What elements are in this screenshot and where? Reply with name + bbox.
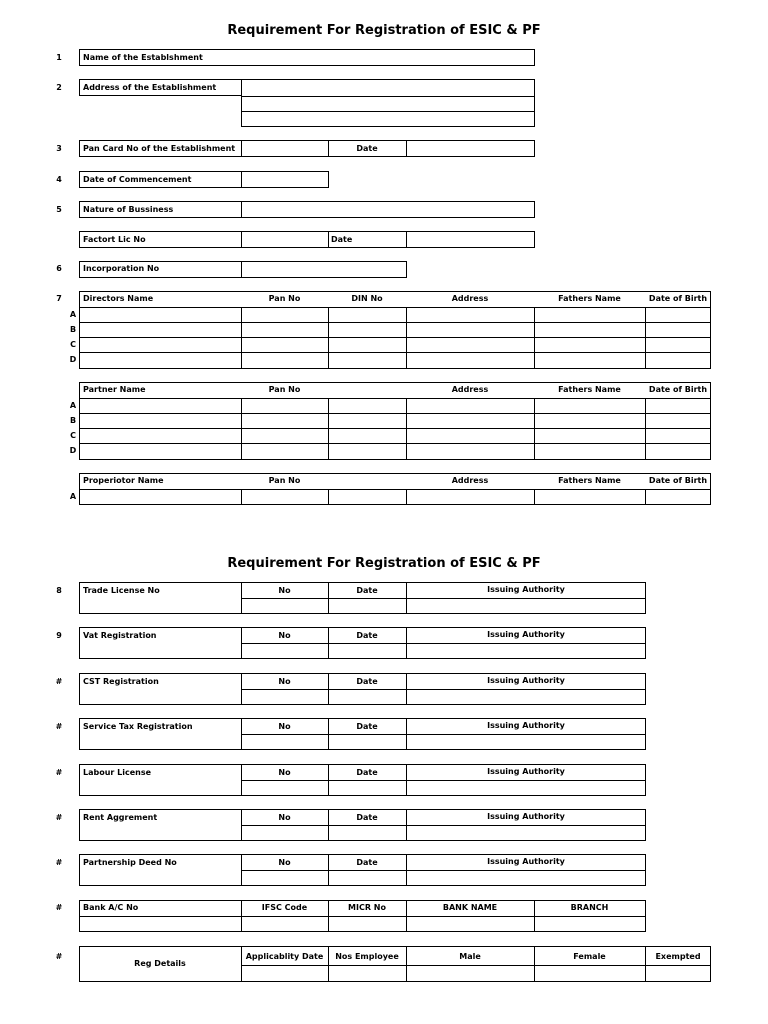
date-header: Date xyxy=(356,586,378,595)
registration-label: Service Tax Registration xyxy=(83,722,193,731)
directors-header: Address xyxy=(451,294,489,303)
row-number: # xyxy=(55,722,63,731)
proprietor-header: Pan No xyxy=(268,476,301,485)
bank-header: BANK NAME xyxy=(442,903,498,912)
registration-label: Trade License No xyxy=(83,586,160,595)
row-number: # xyxy=(55,768,63,777)
issuing-authority-header: Issuing Authority xyxy=(487,721,565,730)
row-number: 1 xyxy=(56,53,62,62)
regdetails-header: Applicablity Date xyxy=(245,952,324,961)
issuing-authority-header: Issuing Authority xyxy=(487,767,565,776)
registration-label: Labour License xyxy=(83,768,152,777)
directors-header: Directors Name xyxy=(83,294,154,303)
no-header: No xyxy=(278,631,291,640)
issuing-authority-header: Issuing Authority xyxy=(487,857,565,866)
row-letter: A xyxy=(69,492,77,501)
row-number: 9 xyxy=(56,631,62,640)
date-header: Date xyxy=(356,858,378,867)
row-letter: D xyxy=(69,355,77,364)
directors-header: Pan No xyxy=(268,294,301,303)
bank-header: BRANCH xyxy=(570,903,609,912)
row-letter: B xyxy=(69,325,77,334)
row-number: 3 xyxy=(56,144,62,153)
row-letter: A xyxy=(69,310,77,319)
regdetails-header: Male xyxy=(459,952,481,961)
registration-label: Vat Registration xyxy=(83,631,157,640)
issuing-authority-header: Issuing Authority xyxy=(487,585,565,594)
row-letter: C xyxy=(70,340,76,349)
date-header: Date xyxy=(356,677,378,686)
regdetails-header: Exempted xyxy=(655,952,701,961)
proprietor-header: Properiotor Name xyxy=(83,476,164,485)
date-header: Date xyxy=(356,631,378,640)
registration-label: CST Registration xyxy=(83,677,159,686)
pan-date-label: Date xyxy=(356,144,378,153)
row-number: 7 xyxy=(56,294,62,303)
row-number: 5 xyxy=(56,205,62,214)
no-header: No xyxy=(278,722,291,731)
proprietor-header: Fathers Name xyxy=(558,476,621,485)
pan-label: Pan Card No of the Establishment xyxy=(83,144,236,153)
no-header: No xyxy=(278,677,291,686)
issuing-authority-header: Issuing Authority xyxy=(487,676,565,685)
issuing-authority-header: Issuing Authority xyxy=(487,812,565,821)
bank-header: IFSC Code xyxy=(261,903,308,912)
incorporation-label: Incorporation No xyxy=(83,264,160,273)
row-number: 8 xyxy=(56,586,62,595)
partners-header: Address xyxy=(451,385,489,394)
partners-header: Partner Name xyxy=(83,385,146,394)
address-field[interactable] xyxy=(241,79,535,127)
date-header: Date xyxy=(356,768,378,777)
row-number: # xyxy=(55,903,63,912)
row-letter: A xyxy=(69,401,77,410)
row-number: 6 xyxy=(56,264,62,273)
regdetails-header: Nos Employee xyxy=(335,952,399,961)
proprietor-header: Address xyxy=(451,476,489,485)
factory-date-label: Date xyxy=(331,235,353,244)
registration-label: Rent Aggrement xyxy=(83,813,158,822)
partners-header: Pan No xyxy=(268,385,301,394)
row-number: # xyxy=(55,813,63,822)
row-letter: B xyxy=(69,416,77,425)
page-title: Requirement For Registration of ESIC & PF xyxy=(227,23,541,38)
row-number: 2 xyxy=(56,83,62,92)
address-label: Address of the Establishment xyxy=(83,83,217,92)
row-number: # xyxy=(55,677,63,686)
row-number: 4 xyxy=(56,175,62,184)
date-header: Date xyxy=(356,813,378,822)
registration-label: Partnership Deed No xyxy=(83,858,177,867)
issuing-authority-header: Issuing Authority xyxy=(487,630,565,639)
partners-header: Fathers Name xyxy=(558,385,621,394)
no-header: No xyxy=(278,858,291,867)
no-header: No xyxy=(278,768,291,777)
no-header: No xyxy=(278,586,291,595)
row-number: # xyxy=(55,858,63,867)
factory-row[interactable] xyxy=(79,231,535,248)
proprietor-header: Date of Birth xyxy=(648,476,708,485)
partners-header: Date of Birth xyxy=(648,385,708,394)
regdetails-label: Reg Details xyxy=(134,959,186,968)
directors-header: Date of Birth xyxy=(648,294,708,303)
row-number: # xyxy=(55,952,63,961)
section-title: Requirement For Registration of ESIC & PF xyxy=(227,556,541,571)
business-label: Nature of Bussiness xyxy=(83,205,174,214)
name-label: Name of the Establshment xyxy=(83,53,203,62)
date-header: Date xyxy=(356,722,378,731)
bank-header: MICR No xyxy=(348,903,386,912)
regdetails-header: Female xyxy=(573,952,606,961)
commencement-label: Date of Commencement xyxy=(83,175,192,184)
row-letter: C xyxy=(70,431,76,440)
no-header: No xyxy=(278,813,291,822)
bank-label: Bank A/C No xyxy=(83,903,139,912)
directors-header: Fathers Name xyxy=(558,294,621,303)
factory-label: Factort Lic No xyxy=(83,235,146,244)
directors-header: DIN No xyxy=(351,294,383,303)
row-letter: D xyxy=(69,446,77,455)
